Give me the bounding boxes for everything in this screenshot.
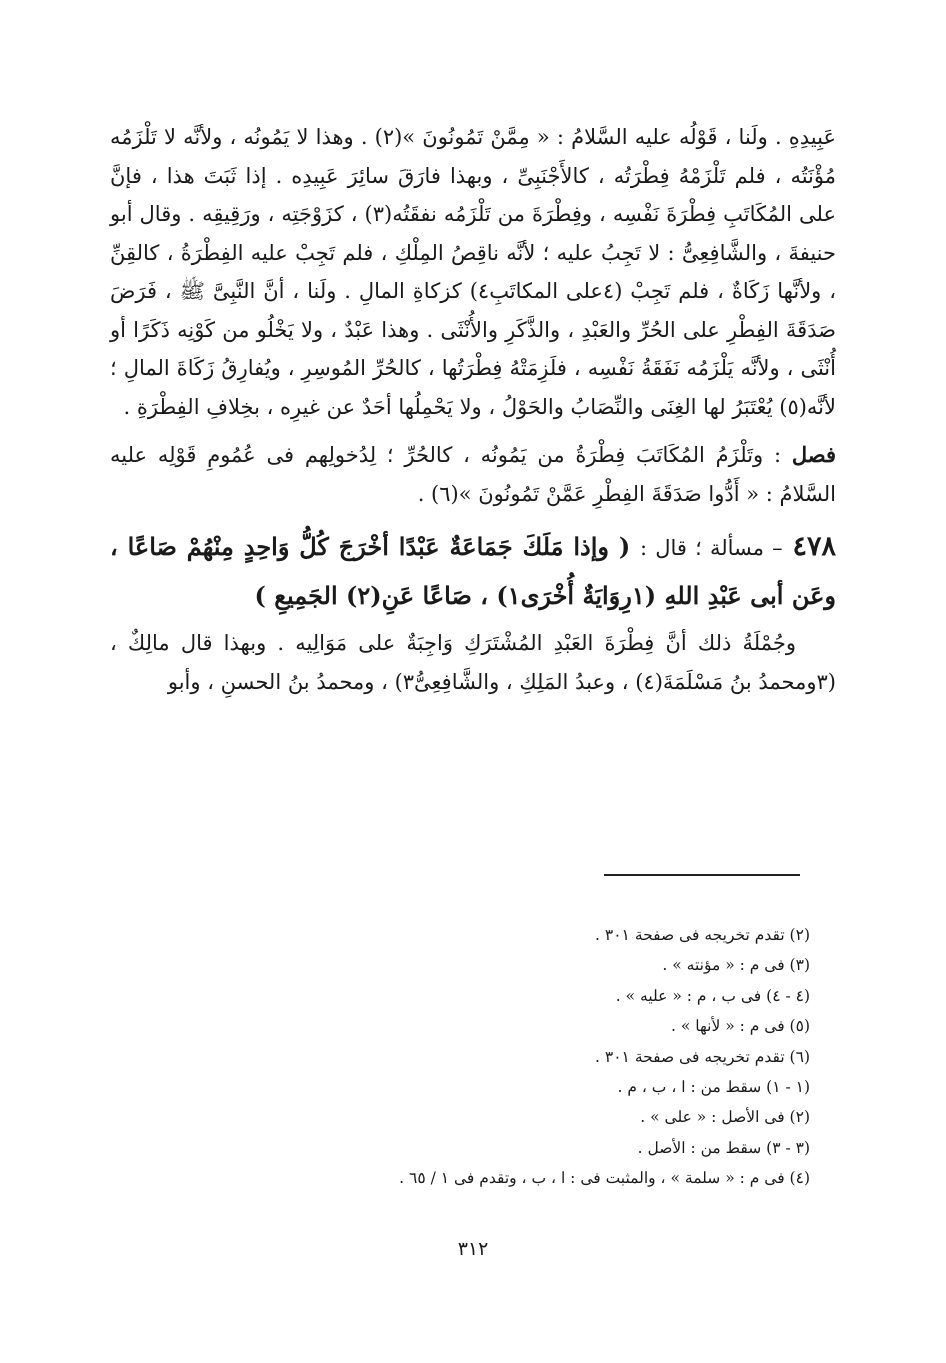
footnote: (١ - ١) سقط من : ا ، ب ، م . xyxy=(617,1078,810,1097)
footnotes xyxy=(140,920,810,1194)
footnote-divider xyxy=(604,874,800,876)
paragraph-1: عَبِيدِهِ . ولَنا ، قَوْلُه عليه السَّلامُ : « مِمَّنْ تَمُونُونَ »(٢) . وهذا لا يَمُونُه ، ولأنَّه لا تَلْزَمُه مُؤْنَتُه ، فلم تَلْزَمْهُ فِطْرَتُه ، كالأَجْنَبِىِّ ، وبهذا فارَقَ سائِرَ عَبِيدِه . إذا ثَبَتَ هذا ، فإنَّ على المُكَاتَبِ فِطْرَةَ نَفْسِه ، وفِطْرَةَ من تَلْزَمُه نفقَتُه(٣) ، كزَوْجَتِه ، ورَقِيقِه . وقال أبو حنيفةَ ، والشَّافِعِىُّ : لا تَجِبُ عليه ؛ لأنَّه ناقِصُ المِلْكِ ، فلم تَجِبْ عليه الفِطْرَةُ ، كالقِنِّ ، ولأنَّها زَكَاةٌ ، فلم تَجِبْ (٤على المكاتَبِ٤) كزكاةِ المالِ . ولَنا ، أنَّ النَّبِىَّ ﷺ ، فَرَضَ صَدَقَةَ الفِطْرِ على الحُرِّ والعَبْدِ ، والذَّكَرِ والأُنْثَى . وهذا عَبْدٌ ، ولا يَخْلُو من كَوْنِه ذَكَرًا أو أُنْثَى ، ولأنَّه يَلْزَمُه نَفَقَةُ نَفْسِه ، فلَزِمَتْهُ فِطْرَتُها ، كالحُرِّ المُوسِرِ ، ويُفارِقُ زَكَاةَ المالِ ؛ لأنَّه(٥) يُعْتَبَرُ لها الغِنَى والنِّصَابُ والحَوْلُ ، ولا يَحْمِلُها أحَدٌ عن غيرِه ، بخِلافِ الفِطْرَةِ . xyxy=(110,125,836,419)
page-number: ٣١٢ xyxy=(457,1238,489,1260)
issue-number: ٤٧٨ xyxy=(792,531,836,562)
footnote: (٣) فى م : « مؤنته » . xyxy=(662,956,810,975)
footnote: (٤) فى م : « سلمة » ، والمثبت فى : ا ، ب ، وتقدم فى ١ / ٦٥ . xyxy=(399,1169,810,1188)
issue-heading xyxy=(110,523,836,620)
footnote: (٢) فى الأصل : « على » . xyxy=(640,1108,810,1127)
footnote: (٣ - ٣) سقط من : الأصل . xyxy=(637,1138,810,1157)
issue-text: ( وإذا مَلَكَ جَمَاعَةٌ عَبْدًا أخْرَجَ كُلُّ وَاحِدٍ مِنْهُمْ صَاعًا ، وعَن أبى عَبْدِ اللهِ (١رِوَايَةٌ أُخْرَى١) ، صَاعًا عَنِ(٢) الجَمِيعِ ) xyxy=(110,532,836,610)
fasl-label: فصل xyxy=(791,442,836,467)
issue-prefix: – مسألة ؛ قال : xyxy=(640,536,783,560)
footnote: (٦) تقدم تخريجه فى صفحة ٣٠١ . xyxy=(595,1047,810,1066)
paragraph-3: وجُمْلَةُ ذلك أنَّ فِطْرَةَ العَبْدِ المُشْتَرَكِ وَاجِبَةٌ على مَوَالِيه . وبهذا قال مالِكٌ ، (٣ومحمدُ بنُ مَسْلَمَةَ(٤) ، وعبدُ المَلِكِ ، والشَّافِعِىُّ٣) ، ومحمدُ بنُ الحسنِ ، وأبو xyxy=(110,631,836,694)
main-text xyxy=(110,118,836,701)
footnote: (٤ - ٤) فى ب ، م : « عليه » . xyxy=(615,986,810,1005)
footnote: (٢) تقدم تخريجه فى صفحة ٣٠١ . xyxy=(595,926,810,944)
footnote: (٥) فى م : « لأنها » . xyxy=(671,1017,810,1036)
fasl-text: : وتَلْزَمُ المُكَاتَبَ فِطْرَةُ من يَمُونُه ، كالحُرِّ ؛ لِدُخولِهم فى عُمُومِ قَوْلِه عليه السَّلامُ : « أَدُّوا صَدَقَةَ الفِطْرِ عَمَّنْ تَمُونُونَ »(٦) . xyxy=(110,443,836,506)
fasl-paragraph xyxy=(110,436,836,513)
